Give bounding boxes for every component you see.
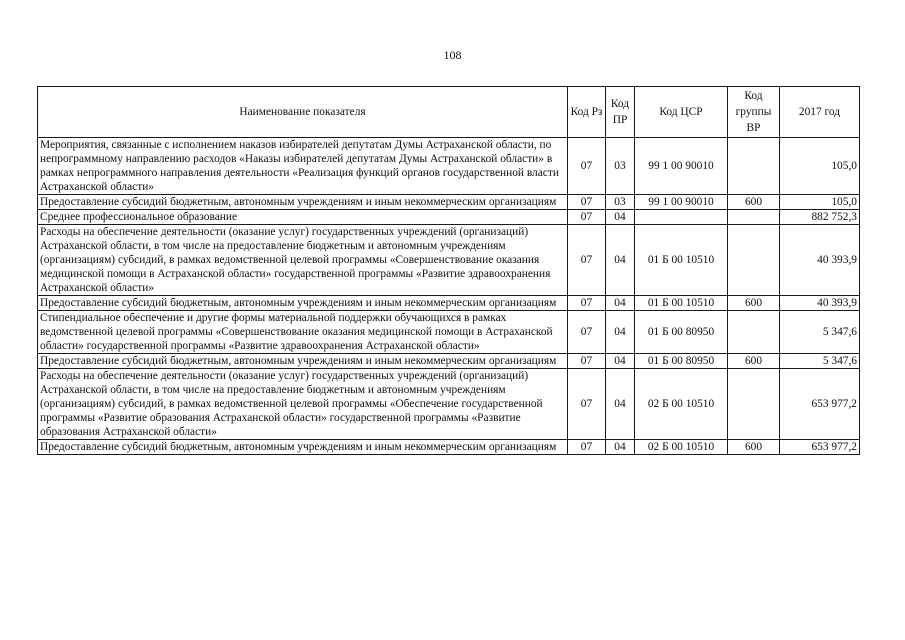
row-name: Расходы на обеспечение деятельности (оказание услуг) государственных учреждений (организаций) Астраханской области, в том числе на предоставление бюджетным и автономным учреждениям (организациям) субсидий, в рамках ведомственной целевой программы «Совершенствование оказания медицинской помощи в Астраханской области» государственной программы «Развитие здравоохранения Астраханской области» [38, 225, 568, 296]
row-pr: 04 [606, 225, 635, 296]
row-vr: 600 [728, 354, 780, 369]
row-name: Среднее профессиональное образование [38, 210, 568, 225]
row-pr: 04 [606, 354, 635, 369]
row-pr: 04 [606, 369, 635, 440]
row-pr: 03 [606, 138, 635, 195]
row-csr: 02 Б 00 10510 [635, 440, 728, 455]
row-csr: 01 Б 00 80950 [635, 354, 728, 369]
table-row [38, 138, 860, 195]
row-amount: 653 977,2 [780, 369, 860, 440]
row-name: Расходы на обеспечение деятельности (оказание услуг) государственных учреждений (организаций) Астраханской области, в том числе на предоставление бюджетным и автономным учреждениям (организациям) субсидий, в рамках ведомственной целевой программы «Обеспечение государственной программы «Развитие образования Астраханской области» государственной программы «Развитие образования Астраханской области» [38, 369, 568, 440]
row-csr [635, 210, 728, 225]
row-name: Предоставление субсидий бюджетным, автономным учреждениям и иным некоммерческим организациям [38, 195, 568, 210]
header-pr: Код ПР [606, 87, 635, 138]
row-amount: 40 393,9 [780, 225, 860, 296]
table-row [38, 440, 860, 455]
row-amount: 882 752,3 [780, 210, 860, 225]
row-pr: 03 [606, 195, 635, 210]
row-vr [728, 225, 780, 296]
row-vr: 600 [728, 195, 780, 210]
table-row [38, 354, 860, 369]
row-pr: 04 [606, 311, 635, 354]
row-amount: 40 393,9 [780, 296, 860, 311]
row-amount: 105,0 [780, 138, 860, 195]
header-name: Наименование показателя [38, 87, 568, 138]
row-csr: 99 1 00 90010 [635, 138, 728, 195]
header-rz: Код Рз [568, 87, 606, 138]
row-rz: 07 [568, 311, 606, 354]
header-csr: Код ЦСР [635, 87, 728, 138]
row-vr [728, 210, 780, 225]
row-vr [728, 369, 780, 440]
row-csr: 02 Б 00 10510 [635, 369, 728, 440]
row-pr: 04 [606, 440, 635, 455]
page-number: 108 [443, 48, 462, 62]
table-row [38, 369, 860, 440]
row-csr: 01 Б 00 80950 [635, 311, 728, 354]
row-rz: 07 [568, 440, 606, 455]
row-name: Предоставление субсидий бюджетным, автономным учреждениям и иным некоммерческим организациям [38, 440, 568, 455]
row-vr: 600 [728, 440, 780, 455]
table-row [38, 210, 860, 225]
row-name: Предоставление субсидий бюджетным, автономным учреждениям и иным некоммерческим организациям [38, 296, 568, 311]
table-row [38, 311, 860, 354]
row-pr: 04 [606, 210, 635, 225]
row-vr [728, 311, 780, 354]
header-row [38, 87, 860, 138]
row-rz: 07 [568, 369, 606, 440]
row-name: Предоставление субсидий бюджетным, автономным учреждениям и иным некоммерческим организациям [38, 354, 568, 369]
budget-table [37, 86, 860, 455]
row-vr: 600 [728, 296, 780, 311]
row-csr: 99 1 00 90010 [635, 195, 728, 210]
table-row [38, 195, 860, 210]
row-amount: 105,0 [780, 195, 860, 210]
row-rz: 07 [568, 296, 606, 311]
row-rz: 07 [568, 354, 606, 369]
row-pr: 04 [606, 296, 635, 311]
row-name: Стипендиальное обеспечение и другие формы материальной поддержки обучающихся в рамках ведомственной целевой программы «Совершенствование оказания медицинской помощи в Астраханской области» государственной программы «Развитие здравоохранения Астраханской области» [38, 311, 568, 354]
header-vr: Код группы ВР [728, 87, 780, 138]
row-rz: 07 [568, 195, 606, 210]
row-amount: 653 977,2 [780, 440, 860, 455]
row-rz: 07 [568, 138, 606, 195]
row-rz: 07 [568, 225, 606, 296]
row-rz: 07 [568, 210, 606, 225]
row-amount: 5 347,6 [780, 311, 860, 354]
header-year: 2017 год [780, 87, 860, 138]
table-row [38, 225, 860, 296]
row-csr: 01 Б 00 10510 [635, 225, 728, 296]
row-csr: 01 Б 00 10510 [635, 296, 728, 311]
row-amount: 5 347,6 [780, 354, 860, 369]
table-row [38, 296, 860, 311]
row-name: Мероприятия, связанные с исполнением наказов избирателей депутатам Думы Астраханской области, по непрограммному направлению расходов «Наказы избирателей депутатам Думы Астраханской области» в рамках непрограммного направления деятельности «Реализация функций органов государственной власти Астраханской области» [38, 138, 568, 195]
row-vr [728, 138, 780, 195]
